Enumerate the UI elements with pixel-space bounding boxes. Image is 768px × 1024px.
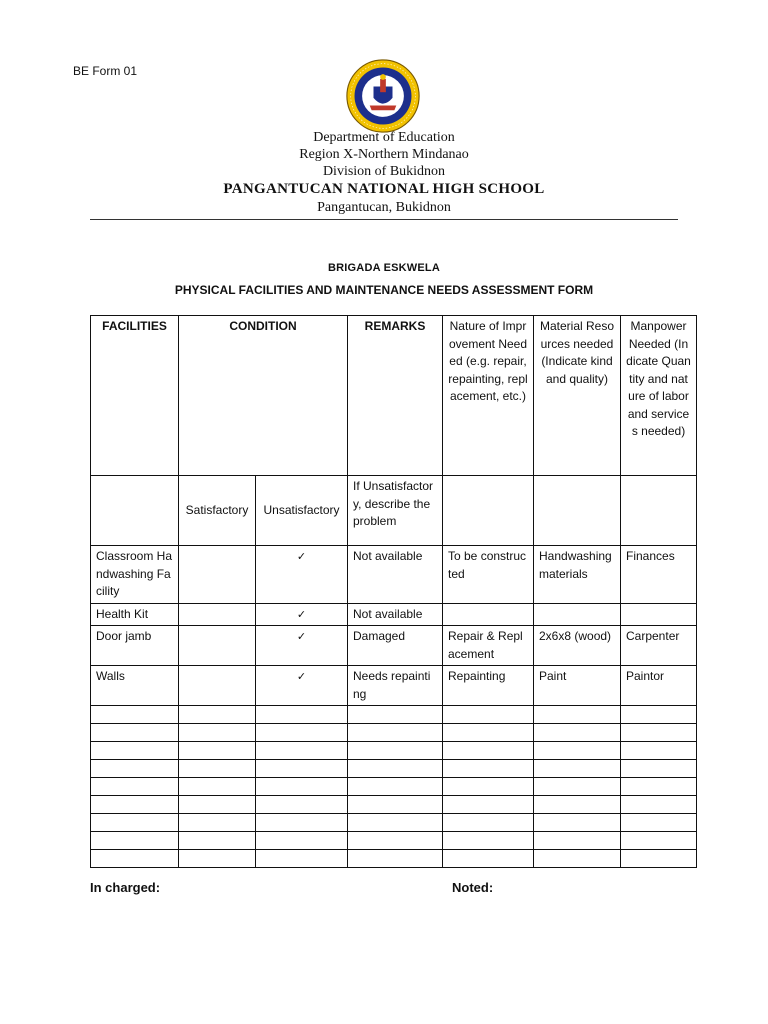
blank-cell [534,742,621,760]
blank-cell [256,814,348,832]
blank-cell [91,814,179,832]
noted-label: Noted: [452,880,494,895]
subheader-satisfactory: Satisfactory [179,476,256,546]
subheader-unsatisfactory: Unsatisfactory [256,476,348,546]
blank-cell [443,760,534,778]
table-row [91,603,697,626]
blank-cell [621,724,697,742]
facility-cell: Walls [91,666,179,706]
manpower-cell: Finances [621,546,697,604]
blank-cell [443,796,534,814]
blank-cell [621,706,697,724]
blank-cell [179,742,256,760]
remarks-cell: Not available [348,603,443,626]
table-row [91,666,697,706]
blank-row [91,796,697,814]
facility-cell: Door jamb [91,626,179,666]
manpower-cell: Carpenter [621,626,697,666]
blank-cell [179,706,256,724]
school-location: Pangantucan, Bukidnon [317,200,451,215]
blank-row [91,778,697,796]
blank-cell [91,796,179,814]
header-manpower: Manpower Needed (Indicate Quantity and nature of labor and services needed) [621,316,697,476]
blank-cell [179,760,256,778]
blank-row [91,832,697,850]
remarks-cell: Damaged [348,626,443,666]
blank-cell [621,814,697,832]
blank-cell [534,814,621,832]
blank-cell [348,742,443,760]
blank-cell [534,832,621,850]
blank-cell [443,742,534,760]
blank-cell [91,850,179,868]
blank-row [91,850,697,868]
region-name: Region X-Northern Mindanao [299,147,469,162]
table-header-row [91,316,697,476]
material-cell: Handwashing materials [534,546,621,604]
blank-cell [348,760,443,778]
satisfactory-cell [179,603,256,626]
deped-seal-logo [345,58,421,134]
header-material: Material Resources needed (Indicate kind and quality) [534,316,621,476]
table-subheader-row [91,476,697,546]
blank-cell [443,778,534,796]
blank-cell [534,706,621,724]
material-cell [534,603,621,626]
blank-cell [348,724,443,742]
header-facilities: FACILITIES [91,316,179,476]
facility-cell: Classroom Handwashing Facility [91,546,179,604]
blank-cell [443,850,534,868]
blank-cell [91,832,179,850]
blank-cell [91,724,179,742]
blank-cell [534,760,621,778]
program-title: BRIGADA ESKWELA [328,262,440,274]
department-name: Department of Education [313,130,455,145]
blank-cell [443,706,534,724]
unsatisfactory-check: ✓ [256,666,348,706]
blank-cell [256,778,348,796]
blank-cell [256,742,348,760]
blank-cell [179,850,256,868]
nature-cell [443,603,534,626]
blank-cell [534,778,621,796]
satisfactory-cell [179,626,256,666]
subheader-remarks-note: If Unsatisfactory, describe the problem [348,476,443,546]
satisfactory-cell [179,666,256,706]
blank-cell [256,724,348,742]
blank-cell [91,742,179,760]
unsatisfactory-check: ✓ [256,603,348,626]
blank-cell [348,778,443,796]
blank-cell [256,760,348,778]
blank-rows [91,706,697,868]
school-name: PANGANTUCAN NATIONAL HIGH SCHOOL [223,181,545,197]
nature-cell: Repair & Replacement [443,626,534,666]
table-row [91,546,697,604]
unsatisfactory-check: ✓ [256,626,348,666]
blank-row [91,706,697,724]
blank-cell [621,850,697,868]
blank-cell [621,796,697,814]
blank-cell [534,724,621,742]
blank-cell [256,850,348,868]
form-code: BE Form 01 [73,64,138,78]
facility-cell: Health Kit [91,603,179,626]
blank-cell [443,814,534,832]
blank-cell [256,706,348,724]
division-name: Division of Bukidnon [322,164,446,179]
header-condition: CONDITION [179,316,348,476]
blank-cell [534,796,621,814]
blank-cell [179,814,256,832]
form-title: PHYSICAL FACILITIES AND MAINTENANCE NEEDS ASSESSMENT FORM [174,283,594,297]
unsatisfactory-check: ✓ [256,546,348,604]
blank-row [91,742,697,760]
header-nature: Nature of Improvement Needed (e.g. repair, repainting, replacement, etc.) [443,316,534,476]
nature-cell: To be constructed [443,546,534,604]
material-cell: Paint [534,666,621,706]
in-charge-label: In charged: [90,880,161,895]
blank-cell [179,778,256,796]
blank-cell [348,796,443,814]
blank-cell [621,832,697,850]
assessment-table [90,315,697,868]
blank-cell [256,796,348,814]
blank-cell [348,850,443,868]
table-row [91,626,697,666]
blank-cell [91,778,179,796]
blank-row [91,814,697,832]
blank-cell [348,814,443,832]
blank-cell [443,832,534,850]
blank-row [91,724,697,742]
manpower-cell: Paintor [621,666,697,706]
blank-cell [534,850,621,868]
blank-cell [621,760,697,778]
blank-cell [91,706,179,724]
blank-row [91,760,697,778]
blank-cell [621,778,697,796]
blank-cell [621,742,697,760]
blank-cell [179,832,256,850]
blank-cell [179,724,256,742]
header-divider [90,219,678,220]
satisfactory-cell [179,546,256,604]
material-cell: 2x6x8 (wood) [534,626,621,666]
blank-cell [443,724,534,742]
header-remarks: REMARKS [348,316,443,476]
blank-cell [348,706,443,724]
remarks-cell: Not available [348,546,443,604]
blank-cell [91,760,179,778]
blank-cell [256,832,348,850]
blank-cell [348,832,443,850]
nature-cell: Repainting [443,666,534,706]
manpower-cell [621,603,697,626]
remarks-cell: Needs repainting [348,666,443,706]
blank-cell [179,796,256,814]
